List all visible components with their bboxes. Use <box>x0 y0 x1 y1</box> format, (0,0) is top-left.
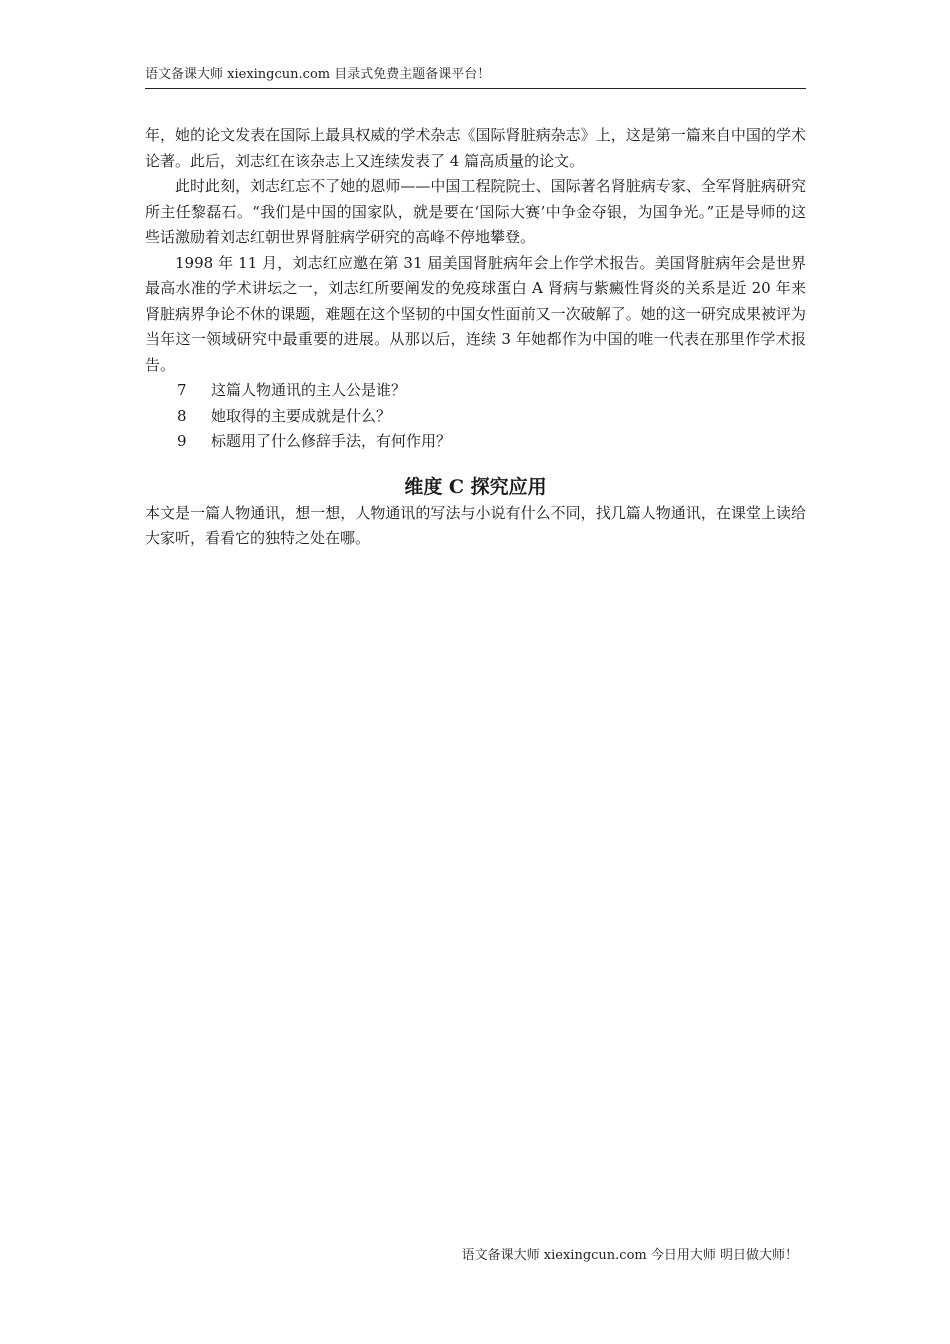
body-paragraph-1: 年，她的论文发表在国际上最具权威的学术杂志《国际肾脏病杂志》上，这是第一篇来自中国的学术论著。此后，刘志红在该杂志上又连续发表了 4 篇高质量的论文。 <box>145 126 806 170</box>
page-header <box>145 66 806 89</box>
question-text: 标题用了什么修辞手法，有何作用？ <box>211 432 452 450</box>
footer-text: 语文备课大师 xiexingcun.com 今日用大师 明日做大师！ <box>461 1248 798 1263</box>
section-paragraph: 本文是一篇人物通讯，想一想，人物通讯的写法与小说有什么不同，找几篇人物通讯，在课堂上读给大家听，看看它的独特之处在哪。 <box>145 503 806 547</box>
page-footer <box>462 1247 798 1265</box>
question-number: 7 <box>177 381 187 399</box>
header-text: 语文备课大师 xiexingcun.com 目录式免费主题备课平台！ <box>145 67 491 82</box>
section-title: 维度 C 探究应用 <box>404 475 547 498</box>
body-paragraph-3: 1998 年 11 月，刘志红应邀在第 31 届美国肾脏病年会上作学术报告。美国肾脏病年会是世界最高水准的学术讲坛之一，刘志红所要阐发的免疫球蛋白 A 肾病与紫癜性肾炎的关系是近 20 年来肾脏病界争论不休的课题，难题在这个坚韧的中国女性面前又一次破解了。她的这一研究成果被评为当年这一领域研究中最重要的进展。从那以后，连续 3 年她都作为中国的唯一代表在那里作学术报告。 <box>145 253 806 374</box>
question-item <box>145 378 806 404</box>
page-content <box>145 123 806 552</box>
question-text: 这篇人物通讯的主人公是谁？ <box>211 381 407 399</box>
question-number: 9 <box>177 432 187 450</box>
question-item <box>145 404 806 430</box>
question-item <box>145 429 806 455</box>
body-paragraph-2: 此时此刻，刘志红忘不了她的恩师——中国工程院院士、国际著名肾脏病专家、全军肾脏病研究所主任黎磊石。“我们是中国的国家队，就是要在‘国际大赛’中争金夺银，为国争光。”正是导师的这些话激励着刘志红朝世界肾脏病学研究的高峰不停地攀登。 <box>145 177 806 246</box>
question-text: 她取得的主要成就是什么？ <box>211 406 392 425</box>
question-number: 8 <box>177 406 187 425</box>
